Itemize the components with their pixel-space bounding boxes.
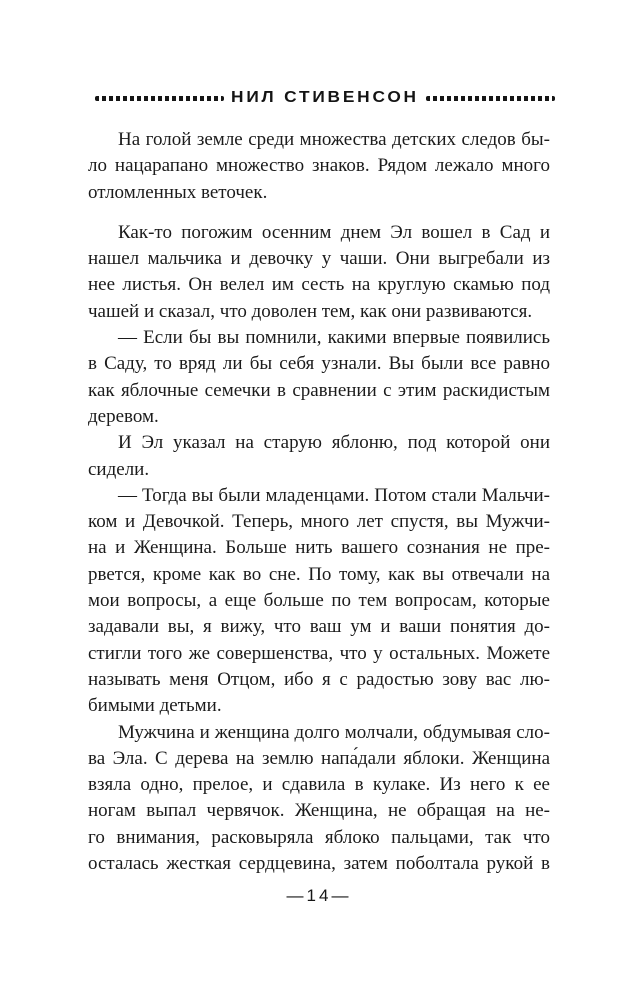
text-line: ком и Девочкой. Теперь, много лет спустя, вы Мужчи- [88,511,550,533]
text-line: На голой земле среди множества детских следов бы- [118,129,550,150]
text-line: мои вопросы, а еще больше по тем вопросам, которые [88,590,550,612]
paragraph [88,220,550,325]
text-line: осталась жесткая сердцевина, затем поболтала рукой в [88,853,550,875]
text-line: стигли того же совершенства, что у остальных. Можете [88,642,550,664]
header-dots-left-decoration [95,96,224,101]
text-line: задавали вы, я вижу, что ваш ум и ваши понятия до- [88,616,550,638]
paragraph [88,325,550,430]
page-number: —14— [286,886,352,905]
text-line: Как-то погожим осенним днем Эл вошел в Сад и [118,221,550,243]
text-line: отломленных веточек. [88,181,268,203]
text-line: Мужчина и женщина долго молчали, обдумывая сло- [118,721,550,743]
text-line: взяла одно, прелое, и сдавила в кулаке. Из него к ее [88,774,550,796]
running-head [95,89,555,107]
text-line: И Эл указал на старую яблоню, под которой они [118,432,550,454]
text-line: на и Женщина. Больше нить вашего сознания не пре- [88,537,550,559]
text-line: рвется, кроме как во сне. По тому, как вы отвечали на [88,563,550,585]
text-line: как яблочные семечки в сравнении с этим раскидистым [88,379,550,401]
text-block [88,127,550,877]
text-line: ва Эла. С дерева на землю напа́дали яблоки. Женщина [88,747,550,769]
header-dots-right-decoration [426,96,555,101]
text-line: — Если бы вы помнили, какими впервые появились [118,327,550,349]
running-header-author-title: НИЛ СТИВЕНСОН [231,89,419,106]
text-line: деревом. [88,405,159,427]
paragraph [88,430,550,483]
text-line: называть меня Отцом, ибо я с радостью зову вас лю- [88,668,550,690]
text-line: ло нацарапано множество знаков. Рядом лежало много [88,155,550,177]
paragraph [88,127,550,206]
text-line: нее листья. Он велел им сесть на круглую скамью под [88,274,550,296]
text-line: нашел мальчика и девочку у чаши. Они выгребали из [88,248,550,270]
text-line: сидели. [88,458,150,480]
paragraph [88,720,550,878]
text-line: в Саду, то вряд ли бы себя узнали. Вы были все равно [88,353,550,375]
text-line: чашей и сказал, что доволен тем, как они развиваются. [88,300,533,322]
text-line: го внимания, расковыряла яблоко пальцами, так что [88,826,550,848]
text-line: — Тогда вы были младенцами. Потом стали Мальчи- [118,484,550,506]
text-line: бимыми детьми. [88,695,222,717]
paragraph [88,483,550,720]
text-line: ногам выпал червячок. Женщина, не обращая на не- [88,800,550,822]
